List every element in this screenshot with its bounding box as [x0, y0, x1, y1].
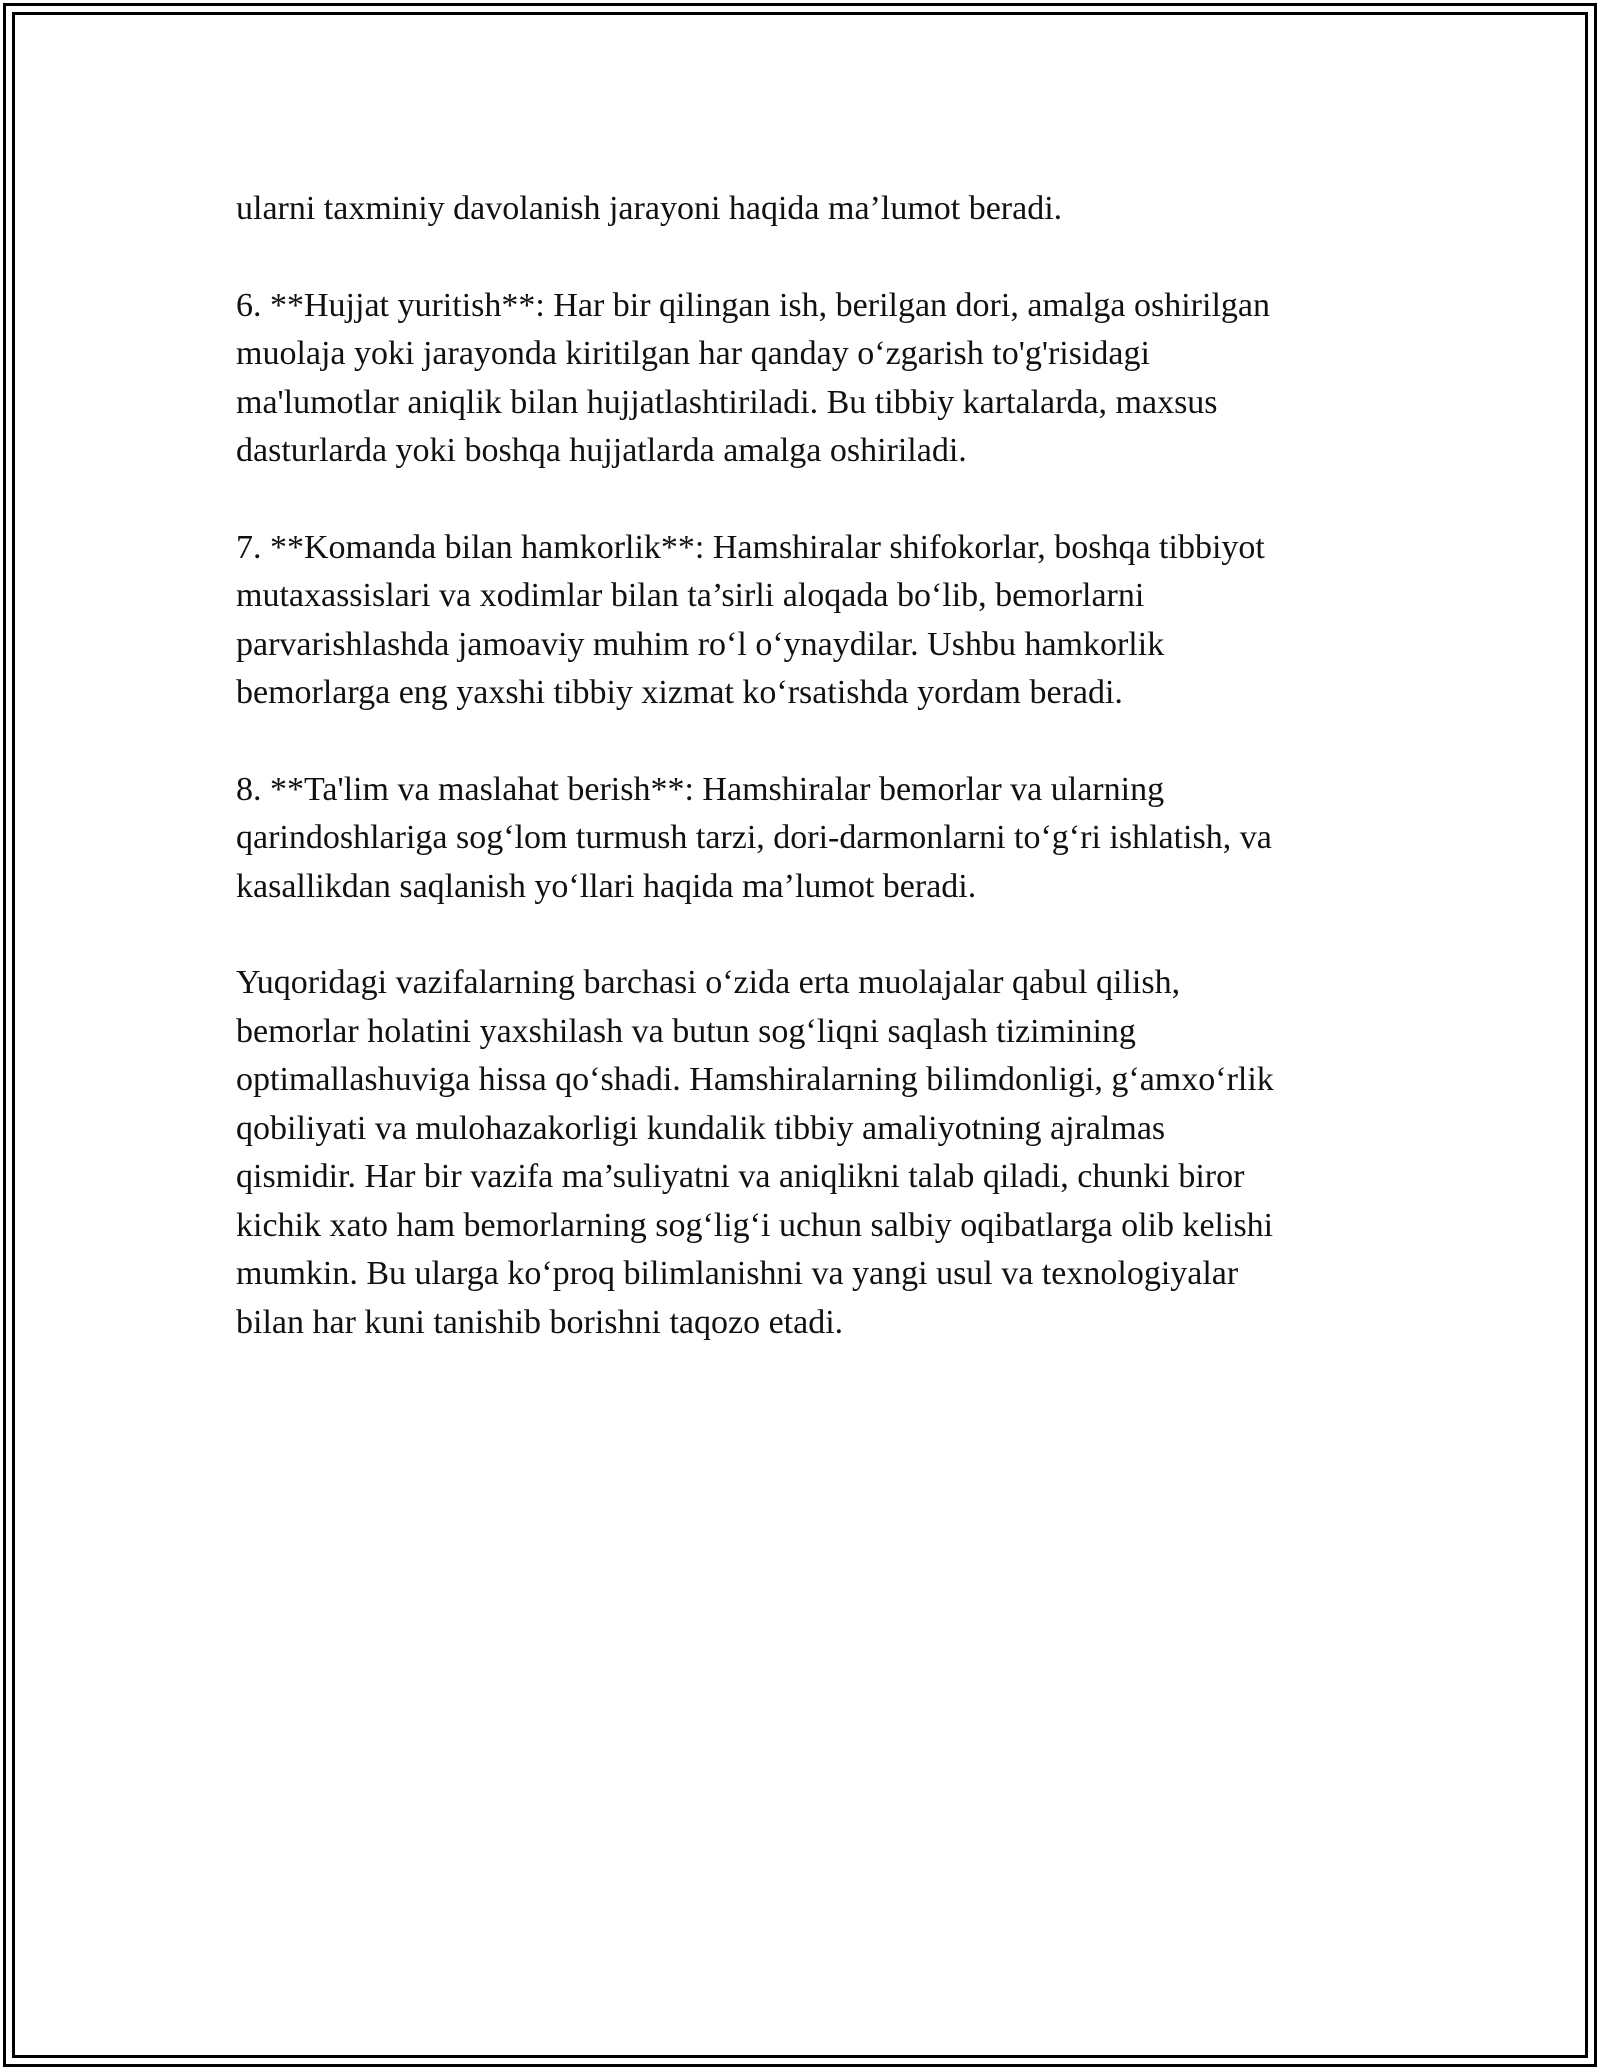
- text-line: optimallashuviga hissa qo‘shadi. Hamshiralarning bilimdonligi, g‘amxo‘rlik: [236, 1061, 1274, 1098]
- text-line: bemorlar holatini yaxshilash va butun sog‘liqni saqlash tizimining: [236, 1012, 1136, 1050]
- text-line: bilan har kuni tanishib borishni taqozo etadi.: [236, 1303, 844, 1341]
- paragraph-summary: [236, 959, 1366, 1347]
- paragraph-item-6: [236, 282, 1366, 476]
- text-line: mumkin. Bu ularga ko‘proq bilimlanishni va yangi usul va texnologiyalar: [236, 1255, 1239, 1292]
- paragraph-item-8: [236, 766, 1366, 912]
- text-line: 7. **Komanda bilan hamkorlik**: Hamshiralar shifokorlar, boshqa tibbiyot: [236, 528, 1265, 566]
- text-line: bemorlarga eng yaxshi tibbiy xizmat ko‘rsatishda yordam beradi.: [236, 674, 1123, 711]
- text-line: dasturlarda yoki boshqa hujjatlarda amalga oshiriladi.: [236, 432, 967, 469]
- text-line: 6. **Hujjat yuritish**: Har bir qilingan ish, berilgan dori, amalga oshirilgan: [236, 286, 1270, 324]
- text-line: qobiliyati va mulohazakorligi kundalik tibbiy amaliyotning ajralmas: [236, 1109, 1166, 1147]
- document-body: [236, 185, 1366, 1395]
- text-line: qarindoshlariga sog‘lom turmush tarzi, dori-darmonlarni to‘g‘ri ishlatish, va: [236, 819, 1272, 856]
- text-line: kichik xato ham bemorlarning sog‘lig‘i uchun salbiy oqibatlarga olib kelishi: [236, 1206, 1274, 1244]
- text-line: muolaja yoki jarayonda kiritilgan har qanday o‘zgarish to'g'risidagi: [236, 335, 1150, 372]
- text-line: ma'lumotlar aniqlik bilan hujjatlashtiriladi. Bu tibbiy kartalarda, maxsus: [236, 383, 1218, 421]
- text-line: kasallikdan saqlanish yo‘llari haqida ma’lumot beradi.: [236, 867, 977, 905]
- text-line: parvarishlashda jamoaviy muhim ro‘l o‘ynaydilar. Ushbu hamkorlik: [236, 625, 1165, 663]
- paragraph-continuation: [236, 185, 1366, 234]
- text-line: Yuqoridagi vazifalarning barchasi o‘zida erta muolajalar qabul qilish,: [236, 964, 1181, 1001]
- text-line: ularni taxminiy davolanish jarayoni haqida ma’lumot beradi.: [236, 190, 1063, 227]
- text-line: qismidir. Har bir vazifa ma’suliyatni va aniqlikni talab qiladi, chunki biror: [236, 1158, 1245, 1195]
- paragraph-item-7: [236, 524, 1366, 718]
- text-line: mutaxassislari va xodimlar bilan ta’sirli aloqada bo‘lib, bemorlarni: [236, 577, 1145, 614]
- text-line: 8. **Ta'lim va maslahat berish**: Hamshiralar bemorlar va ularning: [236, 770, 1165, 808]
